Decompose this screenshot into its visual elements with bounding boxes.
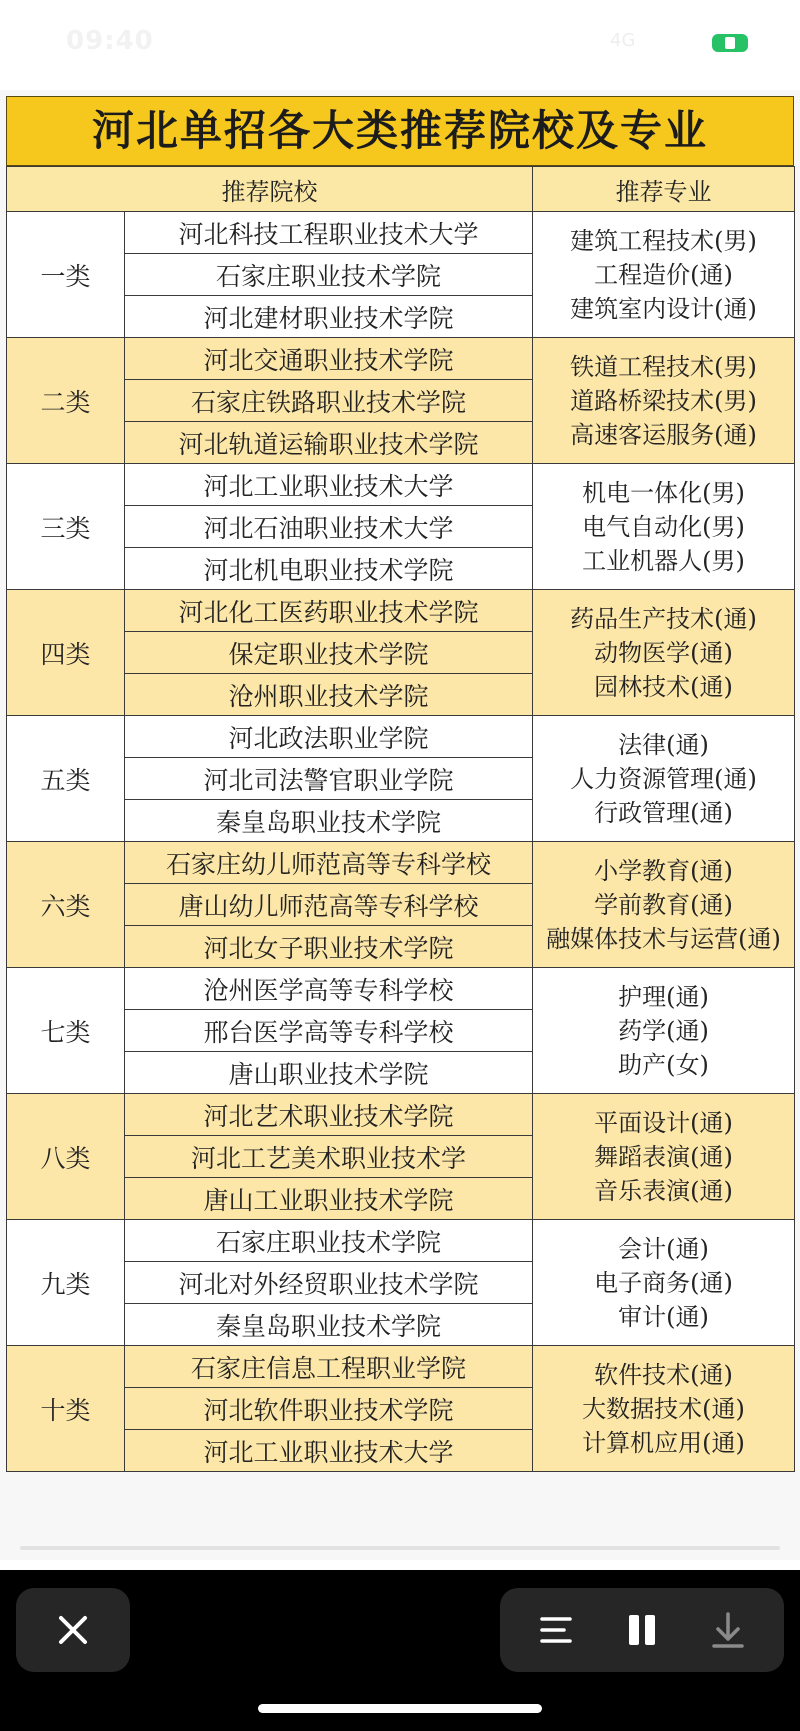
school-name: 河北女子职业技术学院 — [125, 926, 533, 968]
major-item: 建筑工程技术(男) — [570, 226, 757, 255]
major-item: 高速客运服务(通) — [570, 420, 757, 449]
major-item: 平面设计(通) — [594, 1108, 733, 1137]
school-name: 石家庄职业技术学院 — [125, 1220, 533, 1262]
category-label: 十类 — [7, 1346, 125, 1472]
school-name: 邢台医学高等专科学校 — [125, 1010, 533, 1052]
major-item: 护理(通) — [618, 982, 709, 1011]
document-title: 河北单招各大类推荐院校及专业 — [6, 96, 794, 166]
major-item: 铁道工程技术(男) — [570, 352, 757, 381]
majors-cell — [533, 464, 795, 590]
school-name: 河北艺术职业技术学院 — [125, 1094, 533, 1136]
majors-list — [533, 1232, 794, 1334]
school-name: 河北石油职业技术大学 — [125, 506, 533, 548]
majors-list — [533, 980, 794, 1082]
category-label: 九类 — [7, 1220, 125, 1346]
majors-cell — [533, 212, 795, 338]
major-item: 舞蹈表演(通) — [594, 1142, 733, 1171]
table-row — [7, 1346, 795, 1388]
major-item: 人力资源管理(通) — [570, 764, 757, 793]
table-header-row — [7, 167, 795, 212]
major-item: 电子商务(通) — [594, 1268, 733, 1297]
table-row — [7, 1094, 795, 1136]
pause-button[interactable] — [602, 1588, 682, 1672]
majors-list — [533, 350, 794, 452]
major-item: 工程造价(通) — [594, 260, 733, 289]
majors-list — [533, 1106, 794, 1208]
status-time: 09:40 — [66, 26, 154, 56]
majors-cell — [533, 338, 795, 464]
table-row — [7, 338, 795, 380]
major-item: 行政管理(通) — [594, 798, 733, 827]
major-item: 园林技术(通) — [594, 672, 733, 701]
table-row — [7, 968, 795, 1010]
school-name: 河北工业职业技术大学 — [125, 464, 533, 506]
school-name: 河北机电职业技术学院 — [125, 548, 533, 590]
major-item: 计算机应用(通) — [582, 1428, 745, 1457]
bottom-control-bar — [0, 1570, 800, 1731]
major-item: 工业机器人(男) — [582, 546, 745, 575]
school-name: 河北建材职业技术学院 — [125, 296, 533, 338]
home-indicator[interactable] — [258, 1704, 542, 1713]
majors-cell — [533, 968, 795, 1094]
table-row — [7, 716, 795, 758]
list-button[interactable] — [516, 1588, 596, 1672]
school-name: 河北轨道运输职业技术学院 — [125, 422, 533, 464]
header-majors: 推荐专业 — [533, 167, 795, 212]
school-name: 唐山工业职业技术学院 — [125, 1178, 533, 1220]
status-bar — [0, 0, 800, 90]
major-item: 建筑室内设计(通) — [570, 294, 757, 323]
majors-list — [533, 854, 794, 956]
category-label: 四类 — [7, 590, 125, 716]
battery-icon — [712, 34, 748, 52]
school-name: 保定职业技术学院 — [125, 632, 533, 674]
major-item: 大数据技术(通) — [582, 1394, 745, 1423]
school-name: 河北政法职业学院 — [125, 716, 533, 758]
major-item: 音乐表演(通) — [594, 1176, 733, 1205]
progress-track[interactable] — [20, 1546, 780, 1550]
table-row — [7, 842, 795, 884]
school-name: 秦皇岛职业技术学院 — [125, 800, 533, 842]
table-row — [7, 1220, 795, 1262]
major-item: 药品生产技术(通) — [570, 604, 757, 633]
majors-list — [533, 224, 794, 326]
school-name: 石家庄铁路职业技术学院 — [125, 380, 533, 422]
category-label: 六类 — [7, 842, 125, 968]
school-name: 河北软件职业技术学院 — [125, 1388, 533, 1430]
major-item: 软件技术(通) — [594, 1360, 733, 1389]
school-name: 河北工业职业技术大学 — [125, 1430, 533, 1472]
category-label: 八类 — [7, 1094, 125, 1220]
category-label: 二类 — [7, 338, 125, 464]
majors-cell — [533, 1094, 795, 1220]
major-item: 电气自动化(男) — [582, 512, 745, 541]
majors-list — [533, 602, 794, 704]
school-name: 河北化工医药职业技术学院 — [125, 590, 533, 632]
category-label: 一类 — [7, 212, 125, 338]
school-name: 唐山职业技术学院 — [125, 1052, 533, 1094]
school-name: 河北工艺美术职业技术学 — [125, 1136, 533, 1178]
school-name: 石家庄职业技术学院 — [125, 254, 533, 296]
close-icon — [16, 1588, 130, 1672]
category-label: 五类 — [7, 716, 125, 842]
major-item: 法律(通) — [618, 730, 709, 759]
major-item: 会计(通) — [618, 1234, 709, 1263]
majors-cell — [533, 716, 795, 842]
major-item: 道路桥梁技术(男) — [570, 386, 757, 415]
school-name: 河北交通职业技术学院 — [125, 338, 533, 380]
table-body — [7, 212, 795, 1472]
table-row — [7, 212, 795, 254]
major-item: 小学教育(通) — [594, 856, 733, 885]
majors-cell — [533, 590, 795, 716]
major-item: 融媒体技术与运营(通) — [546, 924, 781, 953]
school-name: 唐山幼儿师范高等专科学校 — [125, 884, 533, 926]
pause-icon — [602, 1588, 682, 1672]
table-row — [7, 464, 795, 506]
list-icon — [516, 1588, 596, 1672]
close-button[interactable] — [16, 1588, 130, 1672]
major-item: 动物医学(通) — [594, 638, 733, 667]
majors-list — [533, 476, 794, 578]
recommendation-table — [6, 166, 795, 1472]
majors-list — [533, 1358, 794, 1460]
school-name: 石家庄幼儿师范高等专科学校 — [125, 842, 533, 884]
school-name: 河北科技工程职业技术大学 — [125, 212, 533, 254]
majors-cell — [533, 842, 795, 968]
majors-list — [533, 728, 794, 830]
school-name: 石家庄信息工程职业学院 — [125, 1346, 533, 1388]
recommendation-image — [6, 96, 794, 1468]
school-name: 河北对外经贸职业技术学院 — [125, 1262, 533, 1304]
major-item: 学前教育(通) — [594, 890, 733, 919]
table-row — [7, 590, 795, 632]
school-name: 秦皇岛职业技术学院 — [125, 1304, 533, 1346]
major-item: 药学(通) — [618, 1016, 709, 1045]
category-label: 七类 — [7, 968, 125, 1094]
major-item: 审计(通) — [618, 1302, 709, 1331]
majors-cell — [533, 1220, 795, 1346]
majors-cell — [533, 1346, 795, 1472]
header-schools: 推荐院校 — [7, 167, 533, 212]
school-name: 河北司法警官职业学院 — [125, 758, 533, 800]
playback-controls — [500, 1588, 784, 1672]
school-name: 沧州职业技术学院 — [125, 674, 533, 716]
category-label: 三类 — [7, 464, 125, 590]
major-item: 助产(女) — [618, 1050, 709, 1079]
signal-indicator: 4G — [610, 30, 636, 51]
major-item: 机电一体化(男) — [582, 478, 745, 507]
school-name: 沧州医学高等专科学校 — [125, 968, 533, 1010]
download-button[interactable] — [688, 1588, 768, 1672]
download-icon — [688, 1588, 768, 1672]
